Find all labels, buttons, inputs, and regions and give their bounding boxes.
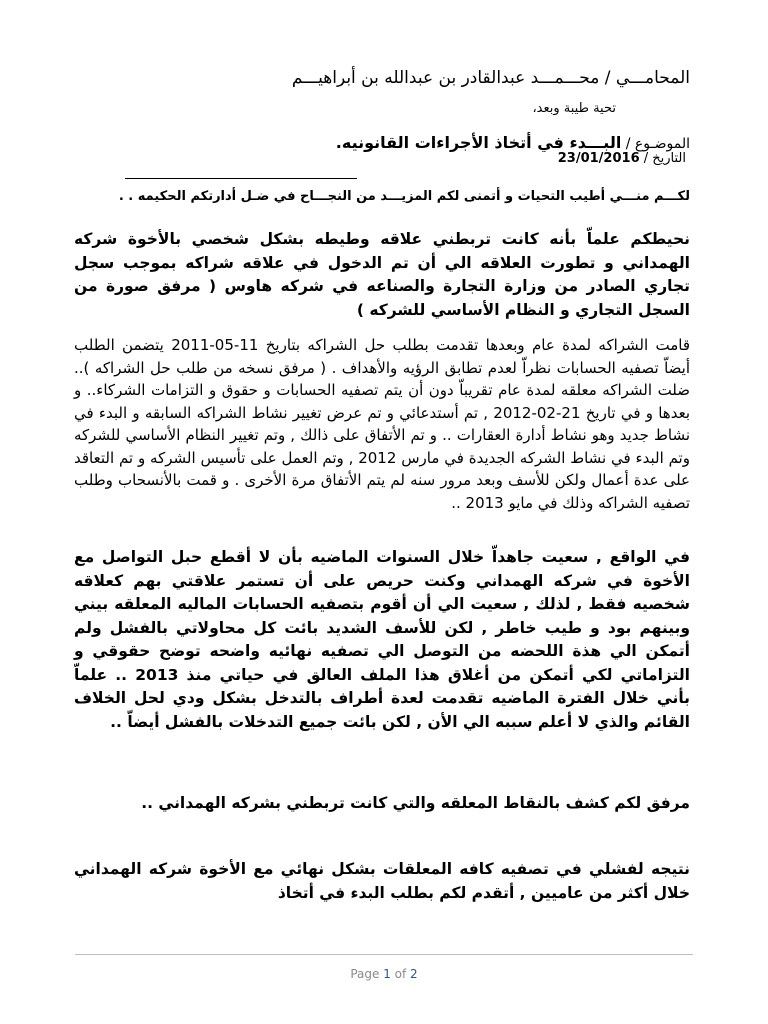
page-word: Page	[350, 967, 384, 981]
paragraph-1: نحيطكم علماّ بأنه كانت تربطني علاقه وطيطه بشكل شخصي بالأخوة شركه الهمداني و تطورت العلاقه الي أن تم الدخول في علاقه شراكه بموجب سجل تجاري الصادر من وزارة التجارة والصناعه في شركه هاوس ( مرفق صورة من السجل التجاري و النظام الأساسي للشركه )	[74, 230, 690, 319]
paragraph-2: قامت الشراكه لمدة عام وبعدها تقدمت بطلب حل الشراكه بتاريخ 11-05-2011 يتضمن الطلب أيضاّ تصفيه الحسابات نظراّ لعدم تطابق الرؤيه والأهداف . ( مرفق نسخه من طلب حل الشراكه ).. ضلت الشراكه معلقه لمدة عام تقريباّ دون أن يتم تصفيه الحسابات و حقوق و التزامات الشركاء.. و بعدها و في تاريخ 21-02-2012 , تم أستدعائي و تم عرض تغيير نشاط الشراكه السابقه و البدء في نشاط جديد وهو نشاط أدارة العقارات .. و تم الأتفاق على ذالك , وتم تغيير النظام الأساسي للشركه وتم البدء في نشاط الشركه الجديدة في مارس 2012 , وتم العمل على تأسيس الشركه و تم التعاقد على عدة أعمال ولكن للأسف وبعد مرور سنه لم يتم الأتفاق مرة الأخرى . و قمت بالأنسحاب وطلب تصفيه الشراكه وذلك في مايو 2013 ..	[74, 336, 691, 512]
addressee-line: المحامـــي / محـــمـــد عبدالقادر بن عبدالله بن أبراهيـــم	[291, 68, 690, 88]
intro-paragraph: لكـــم منـــي أطيب التحيات و أتمنى لكم المزيـــد من النجـــاح في ضـل أدارتكم الحكيمه . .	[118, 189, 690, 204]
subject-label: الموضـوع /	[621, 136, 690, 152]
page-number	[0, 967, 768, 981]
subject-line	[336, 133, 690, 152]
paragraph-5: نتيجه لفشلي في تصفيه كافه المعلقات بشكل نهائي مع الأخوة شركه الهمداني خلال أكثر من عاميين , أتقدم لكم بطلب البدء في أتخاذ	[74, 860, 690, 902]
footer-divider	[75, 954, 693, 955]
paragraph-4: مرفق لكم كشف بالنقاط المعلقه والتي كانت تربطني بشركه الهمداني ..	[141, 794, 690, 812]
date-value: 23/01/2016	[557, 151, 640, 166]
greeting: تحية طيبة وبعد،	[532, 101, 616, 116]
subject-text: البـــدء في أتخاذ الأجراءات القانونيه.	[335, 133, 622, 152]
date-label: التاريخ /	[639, 151, 686, 166]
page-current: 1	[383, 967, 391, 981]
header-divider	[125, 178, 357, 179]
paragraph-3: في الواقع , سعيت جاهداّ خلال السنوات الماضيه بأن لا أقطع حبل التواصل مع الأخوة في شركه الهمداني وكنت حريص على أن تستمر علاقتي بهم كعلاقه شخصيه فقط , لذلك , سعيت الي أن أقوم بتصفيه الحسابات الماليه المعلقه بيني وبينهم بود و طيب خاطر , لكن للأسف الشديد بائت كل محاولاتي بالفشل ولم أتمكن الي هذة اللحضه من التوصل الي تصفيه نهائيه واضحه توضح حقوقي و التزاماتي لكي أتمكن من أغلاق هذا الملف العالق في حياتي منذ 2013 .. علماّ بأني خلال الفترة الماضيه تقدمت لعدة أطراف بالتدخل بشكل ودي لحل الخلاف القائم والذي لا أعلم سببه الي الأن , لكن بائت جميع التدخلات بالفشل أيضاّ ..	[74, 548, 690, 731]
page-total: 2	[410, 967, 418, 981]
date-line	[558, 151, 686, 166]
page-of: of	[390, 967, 411, 981]
